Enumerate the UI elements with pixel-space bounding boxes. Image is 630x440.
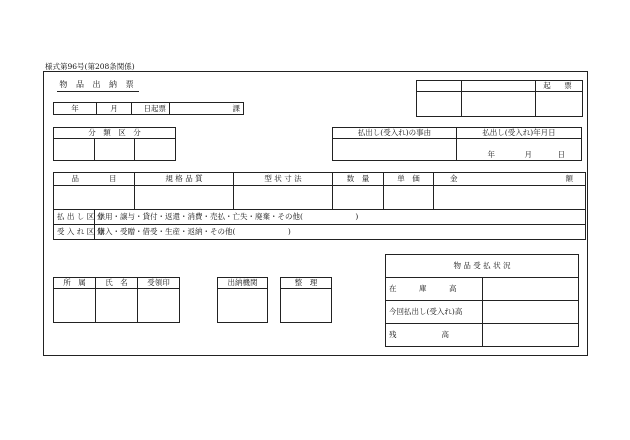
- form-number: 様式第96号(第208条関係): [45, 62, 135, 71]
- ukeire-label: 受 入 れ 区 分: [54, 225, 95, 240]
- suryo-header: 数 量: [333, 173, 384, 186]
- payout-hi: 日: [557, 149, 565, 159]
- status-table: [385, 254, 579, 347]
- suitou-table: [217, 277, 268, 323]
- seiri-header: 整 理: [281, 278, 332, 289]
- payout-nen: 年: [487, 149, 495, 159]
- kihyo-label: 起 票: [536, 81, 583, 92]
- payout-tsuki: 月: [524, 149, 532, 159]
- haraidashi-label: 払 出 し 区 分: [54, 210, 95, 225]
- shimei-header: 氏 名: [96, 278, 138, 289]
- kikaku-header: 規 格 品 質: [135, 173, 234, 186]
- tanka-header: 単 価: [384, 173, 434, 186]
- date-dept-table: [53, 102, 244, 115]
- status-title: 物 品 受 払 状 況: [386, 255, 579, 278]
- bunrui-header: 分 類 区 分: [54, 128, 176, 139]
- seiri-table: [280, 277, 332, 323]
- status-row-konkai: 今回払出し(受入れ)高: [386, 301, 483, 324]
- gaku-header: 額: [565, 174, 573, 184]
- signature-table: [53, 277, 180, 323]
- hinmoku-header: 品 目: [54, 173, 135, 186]
- items-table: [53, 172, 586, 240]
- ukeire-options: 購入・受贈・借受・生産・返納・その他( ): [94, 225, 586, 240]
- suitou-header: 出納機関: [218, 278, 268, 289]
- keijo-header: 型 状 寸 法: [234, 173, 333, 186]
- kin-header: 金: [450, 174, 458, 184]
- bunrui-table: [53, 127, 176, 161]
- status-row-zaiko: 在 庫 高: [386, 278, 483, 301]
- status-row-zan: 残 高: [386, 324, 483, 347]
- juryoin-header: 受領印: [138, 278, 180, 289]
- shozoku-header: 所 属: [54, 278, 96, 289]
- haraidashi-options: 供用・譲与・貸付・返還・消費・売払・亡失・廃棄・その他( ): [94, 210, 586, 225]
- date-header: 払出し(受入れ)年月日: [457, 128, 582, 139]
- reason-date-table: [332, 127, 582, 161]
- ka-label: 課: [170, 103, 244, 115]
- kihyo-hi-label: 日起票: [132, 103, 170, 115]
- kihyo-table: [416, 80, 583, 117]
- form-title: 物 品 出 納 票: [57, 79, 139, 92]
- jiyu-header: 払出し(受入れ)の事由: [333, 128, 457, 139]
- tsuki-label: 月: [97, 103, 132, 115]
- nen-label: 年: [54, 103, 97, 115]
